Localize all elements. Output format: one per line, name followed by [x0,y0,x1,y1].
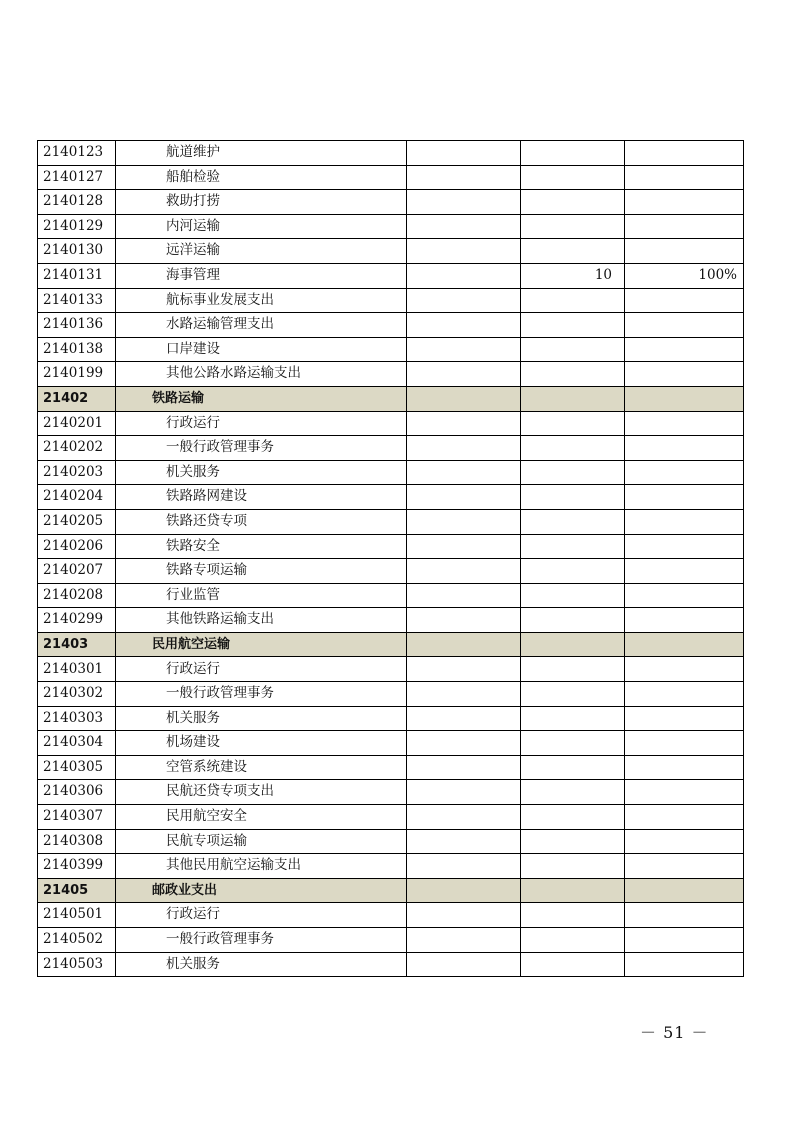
percent-cell [625,952,744,977]
value-cell [407,485,521,510]
name-cell: 口岸建设 [116,337,407,362]
code-cell: 2140131 [38,263,116,288]
budget-table [37,140,744,977]
name-cell: 内河运输 [116,214,407,239]
value-cell [407,706,521,731]
percent-cell [625,362,744,387]
value-cell [407,362,521,387]
percent-cell [625,706,744,731]
code-cell: 21402 [38,386,116,411]
percent-cell [625,854,744,879]
value-cell [521,239,625,264]
table-row [38,411,744,436]
table-row [38,928,744,953]
name-cell: 民用航空运输 [116,632,407,657]
value-cell [521,805,625,830]
page-number: － 51 － [640,1023,709,1042]
value-cell [407,878,521,903]
table-row [38,337,744,362]
percent-cell [625,682,744,707]
name-cell: 空管系统建设 [116,755,407,780]
value-cell [521,903,625,928]
name-cell: 其他民用航空运输支出 [116,854,407,879]
percent-cell [625,903,744,928]
table-row [38,313,744,338]
percent-cell [625,608,744,633]
table-row [38,854,744,879]
value-cell [521,534,625,559]
percent-cell [625,190,744,215]
table-row [38,903,744,928]
name-cell: 铁路还贷专项 [116,509,407,534]
name-cell: 机关服务 [116,706,407,731]
name-cell: 行政运行 [116,903,407,928]
value-cell [521,952,625,977]
percent-cell [625,214,744,239]
group-row [38,632,744,657]
table-row [38,755,744,780]
name-cell: 航道维护 [116,141,407,166]
value-cell [407,436,521,461]
table-row [38,805,744,830]
name-cell: 民用航空安全 [116,805,407,830]
name-cell: 航标事业发展支出 [116,288,407,313]
table-row [38,657,744,682]
value-cell [521,780,625,805]
value-cell [407,386,521,411]
value-cell [407,509,521,534]
percent-cell [625,509,744,534]
value-cell [407,288,521,313]
percent-cell [625,239,744,264]
code-cell: 2140202 [38,436,116,461]
code-cell: 2140203 [38,460,116,485]
value-cell [521,755,625,780]
percent-cell [625,485,744,510]
percent-cell [625,337,744,362]
table-row [38,141,744,166]
name-cell: 水路运输管理支出 [116,313,407,338]
table-row [38,436,744,461]
percent-cell [625,165,744,190]
value-cell [521,731,625,756]
name-cell: 行业监管 [116,583,407,608]
value-cell [521,583,625,608]
table-row [38,239,744,264]
percent-cell [625,460,744,485]
table-row [38,190,744,215]
name-cell: 船舶检验 [116,165,407,190]
value-cell [407,608,521,633]
value-cell [521,386,625,411]
value-cell [521,559,625,584]
code-cell: 2140138 [38,337,116,362]
percent-cell: 100% [625,263,744,288]
value-cell [407,313,521,338]
value-cell [521,362,625,387]
value-cell [407,190,521,215]
value-cell [407,239,521,264]
code-cell: 2140127 [38,165,116,190]
percent-cell [625,829,744,854]
percent-cell [625,141,744,166]
value-cell [521,190,625,215]
percent-cell [625,805,744,830]
code-cell: 2140208 [38,583,116,608]
value-cell [407,534,521,559]
table-body [38,141,744,977]
group-row [38,878,744,903]
name-cell: 机关服务 [116,952,407,977]
value-cell [521,485,625,510]
table-row [38,460,744,485]
table-row [38,608,744,633]
table-row [38,263,744,288]
percent-cell [625,755,744,780]
percent-cell [625,313,744,338]
value-cell [407,682,521,707]
name-cell: 机关服务 [116,460,407,485]
percent-cell [625,386,744,411]
name-cell: 铁路运输 [116,386,407,411]
code-cell: 2140305 [38,755,116,780]
code-cell: 2140133 [38,288,116,313]
value-cell [407,337,521,362]
code-cell: 2140205 [38,509,116,534]
table-row [38,952,744,977]
code-cell: 2140502 [38,928,116,953]
value-cell [407,583,521,608]
value-cell [407,805,521,830]
name-cell: 民航专项运输 [116,829,407,854]
code-cell: 2140206 [38,534,116,559]
code-cell: 2140303 [38,706,116,731]
name-cell: 救助打捞 [116,190,407,215]
code-cell: 2140302 [38,682,116,707]
name-cell: 一般行政管理事务 [116,682,407,707]
value-cell [407,214,521,239]
code-cell: 2140307 [38,805,116,830]
value-cell [407,952,521,977]
value-cell [521,337,625,362]
value-cell [521,460,625,485]
value-cell [407,460,521,485]
value-cell [521,214,625,239]
percent-cell [625,583,744,608]
value-cell [407,165,521,190]
table-row [38,780,744,805]
value-cell [521,657,625,682]
table-row [38,534,744,559]
percent-cell [625,780,744,805]
percent-cell [625,411,744,436]
table-row [38,559,744,584]
name-cell: 其他公路水路运输支出 [116,362,407,387]
percent-cell [625,632,744,657]
name-cell: 其他铁路运输支出 [116,608,407,633]
name-cell: 铁路安全 [116,534,407,559]
code-cell: 2140503 [38,952,116,977]
name-cell: 铁路路网建设 [116,485,407,510]
table-row [38,829,744,854]
code-cell: 2140204 [38,485,116,510]
code-cell: 2140207 [38,559,116,584]
value-cell [407,559,521,584]
code-cell: 2140399 [38,854,116,879]
table-row [38,485,744,510]
value-cell [407,780,521,805]
percent-cell [625,731,744,756]
code-cell: 2140136 [38,313,116,338]
value-cell [407,829,521,854]
name-cell: 机场建设 [116,731,407,756]
value-cell [521,878,625,903]
value-cell [407,903,521,928]
value-cell [407,854,521,879]
value-cell [521,141,625,166]
name-cell: 一般行政管理事务 [116,928,407,953]
code-cell: 2140130 [38,239,116,264]
value-cell [407,141,521,166]
value-cell [521,313,625,338]
name-cell: 民航还贷专项支出 [116,780,407,805]
value-cell [407,632,521,657]
table-row [38,731,744,756]
table-row [38,165,744,190]
value-cell [521,706,625,731]
value-cell [407,263,521,288]
name-cell: 邮政业支出 [116,878,407,903]
name-cell: 一般行政管理事务 [116,436,407,461]
table-row [38,706,744,731]
percent-cell [625,878,744,903]
value-cell [407,928,521,953]
table-row [38,288,744,313]
code-cell: 2140199 [38,362,116,387]
percent-cell [625,288,744,313]
name-cell: 行政运行 [116,411,407,436]
value-cell [521,854,625,879]
percent-cell [625,928,744,953]
value-cell [521,829,625,854]
value-cell [521,165,625,190]
value-cell [521,436,625,461]
value-cell [521,509,625,534]
table-row [38,682,744,707]
percent-cell [625,559,744,584]
name-cell: 行政运行 [116,657,407,682]
code-cell: 2140123 [38,141,116,166]
group-row [38,386,744,411]
code-cell: 2140128 [38,190,116,215]
code-cell: 2140306 [38,780,116,805]
value-cell [521,608,625,633]
code-cell: 2140308 [38,829,116,854]
percent-cell [625,657,744,682]
value-cell [407,411,521,436]
value-cell [521,288,625,313]
value-cell [407,731,521,756]
table-row [38,509,744,534]
name-cell: 远洋运输 [116,239,407,264]
value-cell: 10 [521,263,625,288]
code-cell: 2140299 [38,608,116,633]
value-cell [521,682,625,707]
value-cell [521,928,625,953]
code-cell: 2140301 [38,657,116,682]
value-cell [521,632,625,657]
table-row [38,362,744,387]
code-cell: 2140501 [38,903,116,928]
name-cell: 铁路专项运输 [116,559,407,584]
percent-cell [625,436,744,461]
code-cell: 21405 [38,878,116,903]
value-cell [407,755,521,780]
name-cell: 海事管理 [116,263,407,288]
code-cell: 2140201 [38,411,116,436]
percent-cell [625,534,744,559]
table-row [38,214,744,239]
code-cell: 2140304 [38,731,116,756]
table-row [38,583,744,608]
code-cell: 21403 [38,632,116,657]
value-cell [521,411,625,436]
code-cell: 2140129 [38,214,116,239]
value-cell [407,657,521,682]
